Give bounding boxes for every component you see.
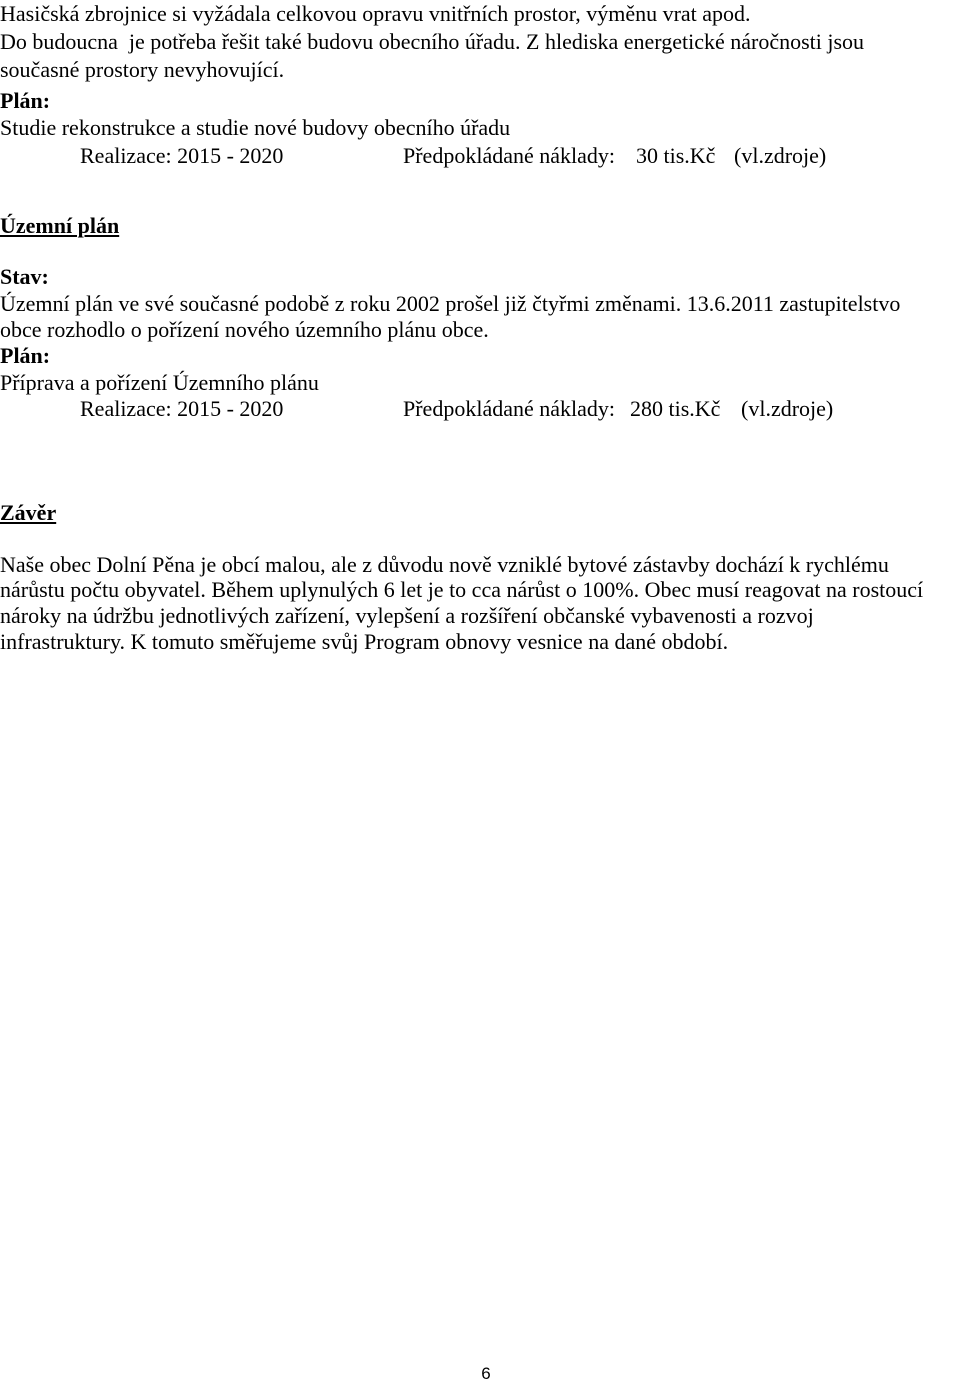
- intro-line-1: Hasičská zbrojnice si vyžádala celkovou opravu vnitřních prostor, výměnu vrat apod.: [0, 1, 751, 26]
- zaver-line-4: infrastruktury. K tomuto směřujeme svůj Program obnovy vesnice na dané období.: [0, 629, 729, 654]
- uzemni-plan-heading: Územní plán: [0, 213, 120, 238]
- intro-plan-text: Studie rekonstrukce a studie nové budovy obecního úřadu: [0, 115, 511, 140]
- uzemni-plan-realization: Realizace: 2015 - 2020: [80, 396, 284, 421]
- uzemni-plan-cost-amount: 280 tis.Kč: [630, 396, 721, 421]
- uzemni-plan-cost-source: (vl.zdroje): [741, 396, 834, 421]
- uzemni-plan-plan-text: Příprava a pořízení Územního plánu: [0, 370, 319, 395]
- page-number: 6: [481, 1364, 491, 1383]
- zaver-line-3: nároky na údržbu jednotlivých zařízení, vylepšení a rozšíření občanské vybavenosti a rozvoj: [0, 603, 814, 628]
- intro-plan-label: Plán:: [0, 88, 51, 113]
- zaver-line-1: Naše obec Dolní Pěna je obcí malou, ale z důvodu nově vzniklé bytové zástavby dochází k rychlému: [0, 552, 889, 577]
- intro-cost-amount: 30 tis.Kč: [636, 143, 716, 168]
- intro-cost-label: Předpokládané náklady:: [403, 143, 615, 168]
- intro-realization: Realizace: 2015 - 2020: [80, 143, 284, 168]
- uzemni-plan-status-line-2: obce rozhodlo o pořízení nového územního plánu obce.: [0, 317, 489, 342]
- uzemni-plan-plan-label: Plán:: [0, 343, 51, 368]
- zaver-line-2: nárůstu počtu obyvatel. Během uplynulých 6 let je to cca nárůst o 100%. Obec musí reagovat na rostoucí: [0, 577, 924, 602]
- uzemni-plan-status-line-1: Územní plán ve své současné podobě z roku 2002 prošel již čtyřmi změnami. 13.6.2011 zastupitelstvo: [0, 291, 901, 316]
- intro-line-3: současné prostory nevyhovující.: [0, 57, 285, 82]
- uzemni-plan-cost-label: Předpokládané náklady:: [403, 396, 615, 421]
- intro-line-2: Do budoucna je potřeba řešit také budovu obecního úřadu. Z hlediska energetické náročnosti jsou: [0, 29, 865, 54]
- uzemni-plan-status-label: Stav:: [0, 264, 49, 289]
- uzemni-plan-realization-row: [0, 396, 960, 422]
- intro-cost-source: (vl.zdroje): [734, 143, 827, 168]
- intro-realization-row: [0, 143, 960, 169]
- zaver-heading: Závěr: [0, 500, 57, 525]
